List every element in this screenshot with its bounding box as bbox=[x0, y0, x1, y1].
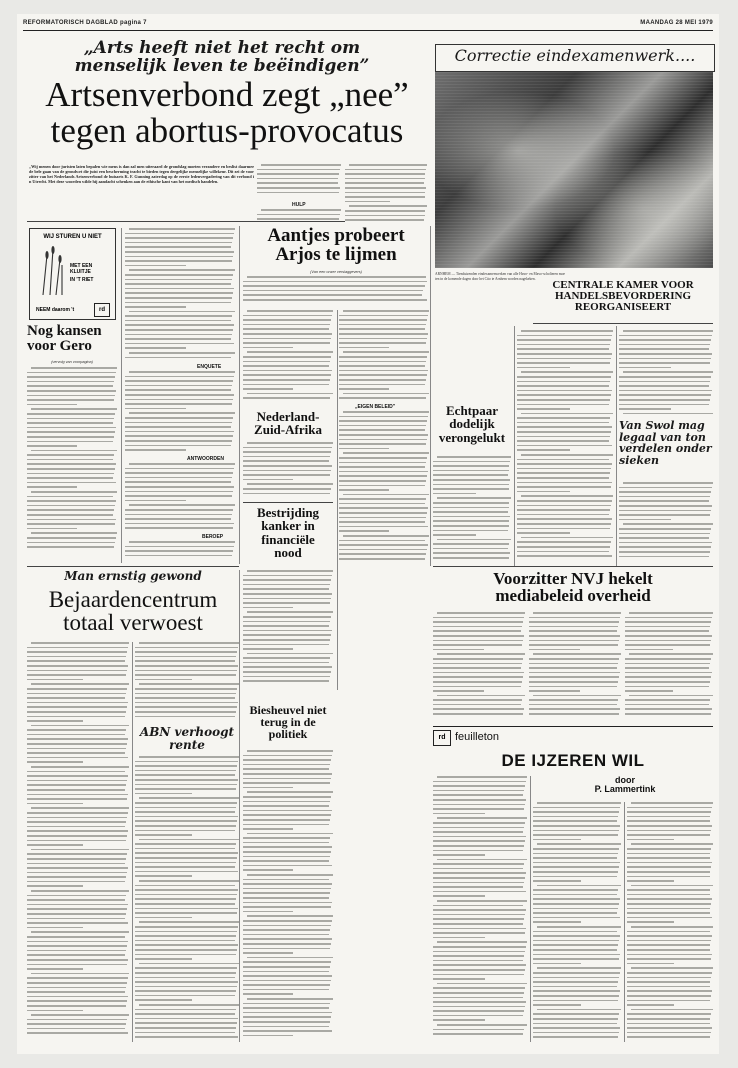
bestrijding-headline: Bestrijding kanker in financiële nood bbox=[256, 505, 320, 560]
eigen-beleid-body bbox=[339, 411, 429, 563]
masthead bbox=[23, 18, 713, 31]
correctie-headline: Correctie eindexamenwerk.... bbox=[454, 46, 696, 65]
aantjes-headline: Aantjes probeert Arjos te lijmen bbox=[267, 225, 405, 266]
voorzitter-body-col3 bbox=[625, 612, 713, 722]
biesheuvel-body bbox=[243, 750, 333, 1042]
aantjes-lead bbox=[243, 276, 429, 306]
main-body-right bbox=[257, 209, 341, 225]
centrale-headline: CENTRALE KAMER VOOR HANDELSBEVORDERING REORGANISEERT bbox=[552, 279, 694, 314]
aantjes-byline: (Van een onzer verslaggevers) bbox=[310, 270, 362, 274]
centrale-body-col1 bbox=[517, 330, 613, 564]
main-body-col2 bbox=[125, 228, 235, 363]
echtpaar-headline: Echtpaar dodelijk verongelukt bbox=[438, 403, 506, 445]
enquete-body bbox=[125, 371, 235, 455]
gero-body bbox=[27, 367, 117, 553]
paper-name: REFORMATORISCH DAGBLAD pagina 7 bbox=[23, 20, 147, 26]
reeds-icon bbox=[38, 245, 68, 295]
voorzitter-headline: Voorzitter NVJ hekelt mediabeleid overheid bbox=[493, 569, 653, 606]
bejaarden-kicker: Man ernstig gewond bbox=[64, 569, 202, 583]
echtpaar-body bbox=[433, 456, 511, 564]
abn-headline: ABN verhoogt rente bbox=[139, 725, 235, 752]
bejaarden-body-col1 bbox=[27, 642, 129, 1042]
subhead-enquete: ENQUETE bbox=[197, 364, 222, 370]
correctie-box bbox=[435, 44, 715, 72]
ad-box-wij-sturen: WIJ STUREN U NIET MET EEN KLUITJE IN 'T RIET NEEM daarom 't rd bbox=[29, 228, 116, 320]
abn-body bbox=[135, 756, 239, 1042]
nederland-body bbox=[243, 442, 333, 500]
antwoorden-body bbox=[125, 463, 235, 533]
main-body-col4 bbox=[345, 164, 427, 224]
feuilleton-label: feuilleton bbox=[455, 731, 500, 743]
gero-headline: Nog kansen voor Gero bbox=[27, 323, 102, 355]
main-lead-cont bbox=[257, 164, 341, 200]
aantjes-body-col1 bbox=[243, 310, 333, 404]
feuilleton-author: door P. Lammertink bbox=[594, 775, 656, 795]
centrale-body-col2 bbox=[619, 330, 713, 420]
aantjes-body-col2 bbox=[339, 310, 429, 404]
nederland-headline: Nederland- Zuid-Afrika bbox=[254, 409, 322, 438]
issue-date: MAANDAG 28 MEI 1979 bbox=[640, 20, 713, 26]
rd-logo-icon: rd bbox=[94, 303, 110, 317]
subhead-beroep: BEROEP bbox=[202, 534, 224, 540]
feuilleton-body-col3 bbox=[627, 802, 713, 1042]
main-headline: Artsenverbond zegt „nee” tegen abortus-provocatus bbox=[45, 75, 409, 150]
bestrijding-body bbox=[243, 570, 333, 688]
beroep-body bbox=[125, 541, 235, 563]
van-swol-body bbox=[619, 482, 713, 564]
subhead-hulp: HULP bbox=[292, 202, 306, 208]
bejaarden-body-col2 bbox=[135, 642, 239, 722]
subhead-antwoorden: ANTWOORDEN bbox=[187, 456, 224, 462]
voorzitter-body-col1 bbox=[433, 612, 525, 722]
biesheuvel-headline: Biesheuvel niet terug in de politiek bbox=[249, 703, 327, 742]
newspaper-page bbox=[17, 14, 719, 1054]
van-swol-headline: Van Swol mag legaal van ton verdelen onder sieken bbox=[619, 419, 712, 467]
bejaarden-headline: Bejaardencentrum totaal verwoest bbox=[48, 587, 218, 636]
main-kicker: „Arts heeft niet het recht om menselijk leven te beëindigen” bbox=[74, 38, 370, 76]
subhead-eigen-beleid: „EIGEN BELEID” bbox=[355, 404, 396, 410]
feuilleton-body-col2 bbox=[533, 802, 621, 1042]
feuilleton-body-col1 bbox=[433, 776, 527, 1042]
voorzitter-body-col2 bbox=[529, 612, 621, 722]
gero-byline: (vervolg van voorpagina) bbox=[51, 360, 93, 364]
feuilleton-logo-icon: rd bbox=[433, 730, 451, 746]
main-lead: „Wij menen door juristen laten bepalen wie mens is dan zal men uiteraard de grondslag moeten verandere en beslist daarmee de bele gaan van de grondwet die juist een bescherming tracht te bieden tegen dergelijke menselijke willekeur. Dit zei de voorzitter van het Nederlands Artsenverbond de huisarts K. F. Gunning zaterdag op de eerste ledenvergadering van dit verbond in Utrecht. Met deze woorden wilde hij aandacht schenken aan de ethische kant van het medisch handelen. bbox=[29, 164, 254, 185]
correctie-caption: ARNHEM — Tienduizenden eindexamenwerken van alle Havo- en Mavo-scholieren moeten in de komende dagen door het Cito te Arnhem worden nagekeken. bbox=[435, 272, 565, 281]
exam-correction-photo bbox=[435, 72, 713, 268]
feuilleton-title: DE IJZEREN WIL bbox=[501, 751, 645, 770]
